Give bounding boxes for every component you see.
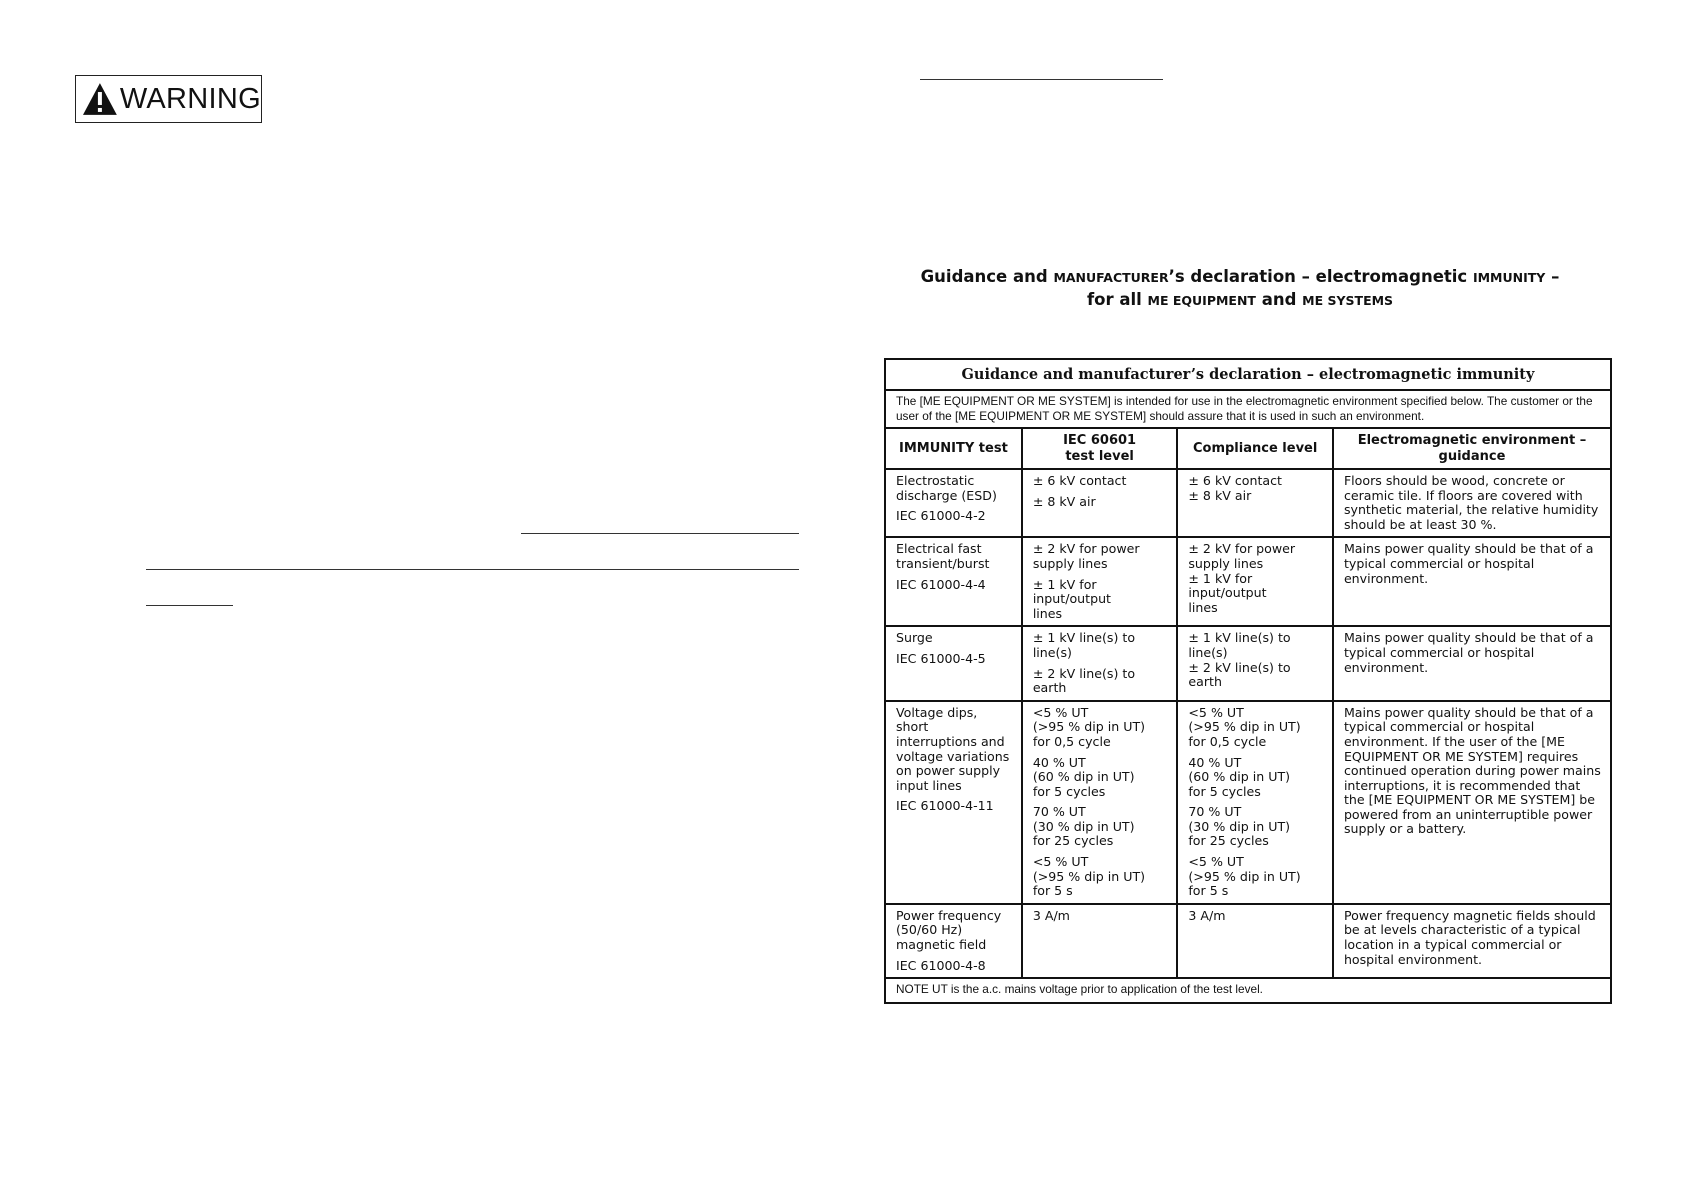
cell-paragraph: Electrical fast transient/burst [896,541,990,571]
table-note: NOTE UT is the a.c. mains voltage prior to application of the test level. [885,978,1611,1003]
table-row [885,469,1611,537]
cell-test-level [1022,701,1178,904]
cell-paragraph: ± 2 kV for power supply lines ± 1 kV for input/output lines [1188,541,1296,615]
cell-guidance [1333,469,1611,537]
cell-test-level [1022,626,1178,700]
cell-paragraph: ± 6 kV contact [1032,473,1127,488]
cell-paragraph: 40 % UT (60 % dip in UT) for 5 cycles [1032,754,1135,799]
warning-text: WARNING [119,82,261,115]
table-row [885,626,1611,700]
immunity-table [884,358,1612,1004]
cell-paragraph: <5 % UT (>95 % dip in UT) for 0,5 cycle [1188,704,1301,749]
cell-paragraph: 3 A/m [1188,907,1226,923]
cell-immunity-test [885,469,1022,537]
cell-paragraph: 40 % UT (60 % dip in UT) for 5 cycles [1188,754,1291,799]
table-header-row [885,428,1611,469]
cell-immunity-test [885,904,1022,978]
cell-guidance [1333,537,1611,626]
cell-paragraph: 3 A/m [1032,907,1070,923]
cell-paragraph: Mains power quality should be that of a typical commercial or hospital environment. [1343,541,1594,586]
heading-line-1: Guidance and MANUFACTURER’s declaration – electromagnetic IMMUNITY – [920,267,1560,286]
cell-paragraph: IEC 61000-4-5 [896,650,986,666]
cell-paragraph: IEC 61000-4-8 [896,957,986,973]
table-intro: The [ME EQUIPMENT OR ME SYSTEM] is intended for use in the electromagnetic environment specified below. The customer or the user of the [ME EQUIPMENT OR ME SYSTEM] should assure that it is used in such an environment. [885,390,1611,428]
cell-paragraph: <5 % UT (>95 % dip in UT) for 0,5 cycle [1032,704,1146,749]
cell-paragraph: <5 % UT (>95 % dip in UT) for 5 s [1032,854,1146,899]
cell-paragraph: ± 6 kV contact ± 8 kV air [1188,473,1282,503]
cell-guidance [1333,626,1611,700]
cell-compliance-level [1177,904,1333,978]
cell-paragraph: ± 2 kV line(s) to earth [1032,665,1136,696]
cell-paragraph: <5 % UT (>95 % dip in UT) for 5 s [1188,854,1301,899]
cell-compliance-level [1177,537,1333,626]
header-test-level: IEC 60601 test level [1022,428,1178,469]
header-compliance-level: Compliance level [1177,428,1333,469]
cell-guidance [1333,701,1611,904]
warning-label [75,75,262,123]
cell-paragraph: 70 % UT (30 % dip in UT) for 25 cycles [1188,804,1291,849]
cell-paragraph: Floors should be wood, concrete or ceramic tile. If floors are covered with synthetic material, the relative humidity should be at least 30 %. [1343,473,1599,532]
cell-compliance-level [1177,469,1333,537]
cell-paragraph: ± 2 kV for power supply lines [1032,541,1140,571]
cell-paragraph: ± 1 kV line(s) to line(s) [1032,630,1136,660]
header-rule [920,79,1163,80]
table-row [885,904,1611,978]
cell-compliance-level [1177,626,1333,700]
cell-test-level [1022,904,1178,978]
page-heading [880,266,1600,312]
header-immunity-test: IMMUNITY test [885,428,1022,469]
cell-paragraph: ± 1 kV for input/output lines [1032,576,1111,621]
cell-paragraph: IEC 61000-4-11 [896,798,994,814]
cell-paragraph: Power frequency magnetic fields should be at levels characteristic of a typical location in a typical commercial or hospital environment. [1343,907,1596,967]
cell-paragraph: 70 % UT (30 % dip in UT) for 25 cycles [1032,804,1135,849]
cell-paragraph: Surge [896,630,933,646]
cell-paragraph: Power frequency (50/60 Hz) magnetic field [896,907,1002,953]
cell-paragraph: Mains power quality should be that of a typical commercial or hospital environment. If the user of the [ME EQUIPMENT OR ME SYSTEM] requires continued operation during power mains interruptions, it is recommended that the [ME EQUIPMENT OR ME SYSTEM] be powered from an uninterruptible power supply or a battery. [1343,704,1601,837]
cell-paragraph: ± 1 kV line(s) to line(s) ± 2 kV line(s) to earth [1188,630,1291,690]
blank-line-2 [146,569,799,570]
heading-line-2: for all ME EQUIPMENT and ME SYSTEMS [1086,290,1394,309]
cell-compliance-level [1177,701,1333,904]
cell-paragraph: Electrostatic discharge (ESD) [896,473,997,503]
cell-immunity-test [885,626,1022,700]
cell-test-level [1022,469,1178,537]
cell-immunity-test [885,537,1022,626]
cell-guidance [1333,904,1611,978]
header-environment-guidance: Electromagnetic environment – guidance [1333,428,1611,469]
table-caption: Guidance and manufacturer’s declaration – electromagnetic immunity [885,359,1611,390]
cell-immunity-test [885,701,1022,904]
cell-paragraph: Voltage dips, short interruptions and voltage variations on power supply input lines [896,704,1010,793]
blank-line-3 [146,605,233,606]
table-row [885,537,1611,626]
cell-paragraph: IEC 61000-4-4 [896,576,986,592]
cell-paragraph: IEC 61000-4-2 [896,508,986,524]
table-row [885,701,1611,904]
cell-paragraph: Mains power quality should be that of a typical commercial or hospital environment. [1343,630,1594,675]
warning-triangle-icon [82,82,118,116]
blank-line-1 [521,533,799,534]
cell-test-level [1022,537,1178,626]
cell-paragraph: ± 8 kV air [1032,493,1096,509]
